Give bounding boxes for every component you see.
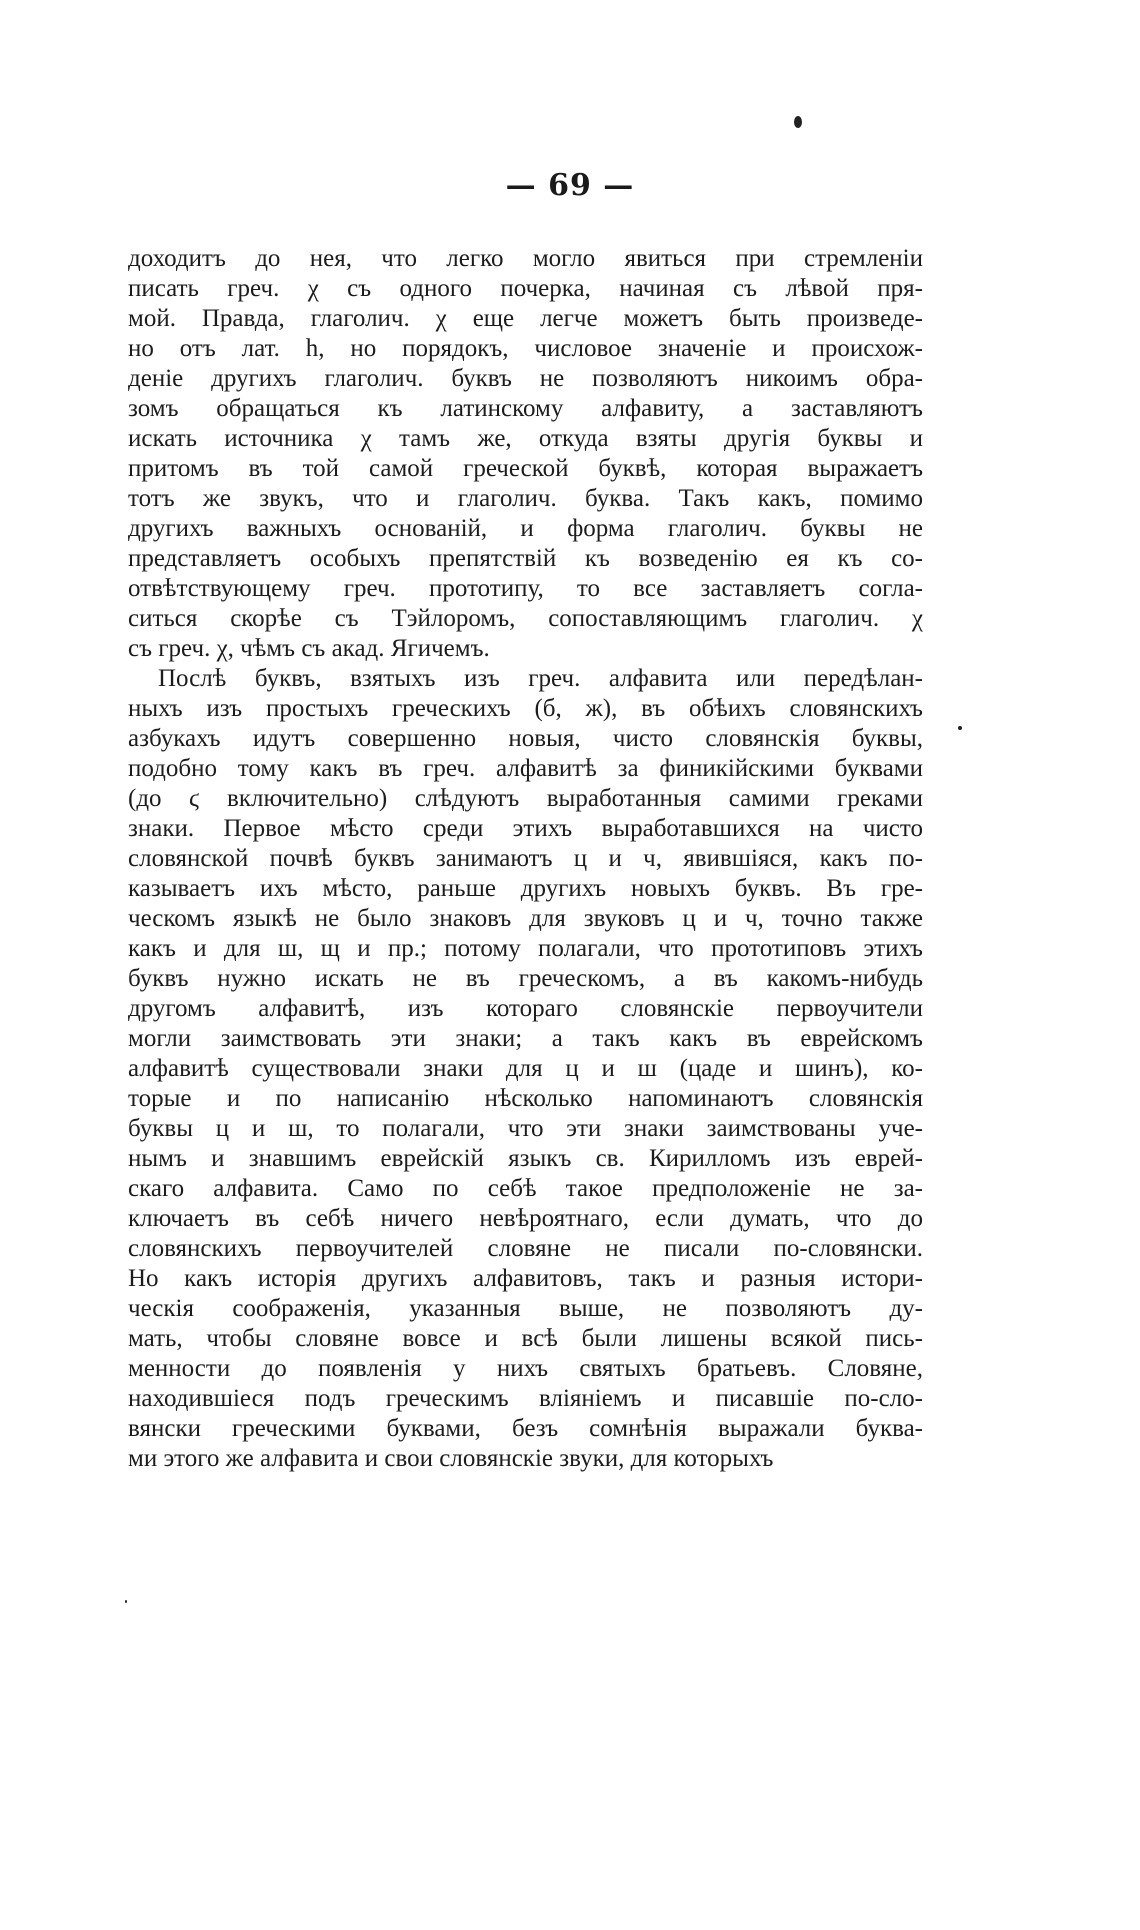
text-line: могли заимствовать эти знаки; а такъ какъ въ еврейскомъ: [128, 1025, 923, 1052]
text-line: доходитъ до нея, что легко могло явиться при стремленіи: [128, 245, 923, 272]
text-line: отвѣтствующему греч. прототипу, то все заставляетъ согла-: [128, 575, 923, 602]
text-line: подобно тому какъ въ греч. алфавитѣ за финикійскими буквами: [128, 755, 923, 782]
text-line: другихъ важныхъ основаній, и форма глаголич. буквы не: [128, 515, 923, 542]
text-line: зомъ обращаться къ латинскому алфавиту, а заставляютъ: [128, 395, 923, 422]
text-line: ключаетъ въ себѣ ничего невѣроятнаго, если думать, что до: [128, 1205, 923, 1232]
body-text: [128, 244, 923, 1474]
text-line: какъ и для ш, щ и пр.; потому полагали, что прототиповъ этихъ: [128, 935, 923, 962]
text-line: буквъ нужно искать не въ греческомъ, а въ какомъ-нибудь: [128, 965, 923, 992]
print-speck: [958, 726, 962, 730]
text-line: мать, чтобы словяне вовсе и всѣ были лишены всякой пись-: [128, 1325, 923, 1352]
paragraph: [128, 244, 923, 664]
text-line: мой. Правда, глаголич. χ еще легче можетъ быть произведе-: [128, 305, 923, 332]
text-line: словянской почвѣ буквъ занимаютъ ц и ч, явившіяся, какъ по-: [128, 845, 923, 872]
text-line: представляетъ особыхъ препятствій къ возведенію ея къ со-: [128, 545, 923, 572]
text-line: писать греч. χ съ одного почерка, начиная съ лѣвой пря-: [128, 275, 923, 302]
text-line: нымъ и знавшимъ еврейскій языкъ св. Кирилломъ изъ еврей-: [128, 1145, 923, 1172]
text-line: Но какъ исторія другихъ алфавитовъ, такъ и разныя истори-: [128, 1265, 923, 1292]
text-line: съ греч. χ, чѣмъ съ акад. Ягичемъ.: [128, 635, 490, 662]
text-line: торые и по написанію нѣсколько напоминаютъ словянскія: [128, 1085, 923, 1112]
text-line: притомъ въ той самой греческой буквѣ, которая выражаетъ: [128, 455, 923, 482]
text-line: вянски греческими буквами, безъ сомнѣнія выражали буква-: [128, 1415, 923, 1442]
text-line: знаки. Первое мѣсто среди этихъ выработавшихся на чисто: [128, 815, 923, 842]
text-line: казываетъ ихъ мѣсто, раньше другихъ новыхъ буквъ. Въ гре-: [128, 875, 923, 902]
text-line: ческія соображенія, указанныя выше, не позволяютъ ду-: [128, 1295, 923, 1322]
text-line: азбукахъ идутъ совершенно новыя, чисто словянскія буквы,: [128, 725, 923, 752]
text-line: менности до появленія у нихъ святыхъ братьевъ. Словяне,: [128, 1355, 923, 1382]
text-line: словянскихъ первоучителей словяне не писали по-словянски.: [128, 1235, 923, 1262]
text-line: алфавитѣ существовали знаки для ц и ш (цаде и шинъ), ко-: [128, 1055, 923, 1082]
text-line: Послѣ буквъ, взятыхъ изъ греч. алфавита или передѣлан-: [158, 665, 923, 692]
text-line: ныхъ изъ простыхъ греческихъ (б, ж), въ обѣихъ словянскихъ: [128, 695, 923, 722]
text-line: буквы ц и ш, то полагали, что эти знаки заимствованы уче-: [128, 1115, 923, 1142]
text-line: другомъ алфавитѣ, изъ котораго словянскіе первоучители: [128, 995, 923, 1022]
text-line: (до ϛ включительно) слѣдуютъ выработанныя самими греками: [128, 785, 923, 812]
text-line: искать источника χ тамъ же, откуда взяты другія буквы и: [128, 425, 923, 452]
text-line: ми этого же алфавита и свои словянскіе звуки, для которыхъ: [128, 1445, 774, 1472]
page-number: — 69 —: [505, 168, 635, 203]
paragraph: [128, 664, 923, 1474]
text-line: находившіеся подъ греческимъ вліяніемъ и писавшіе по-сло-: [128, 1385, 923, 1412]
print-speck: [794, 116, 802, 128]
print-speck: [125, 1600, 127, 1603]
text-line: ситься скорѣе съ Тэйлоромъ, сопоставляющимъ глаголич. χ: [128, 605, 923, 632]
text-line: скаго алфавита. Само по себѣ такое предположеніе не за-: [128, 1175, 923, 1202]
text-line: ческомъ языкѣ не было знаковъ для звуковъ ц и ч, точно также: [128, 905, 923, 932]
text-line: деніе другихъ глаголич. буквъ не позволяютъ никоимъ обра-: [128, 365, 923, 392]
text-line: но отъ лат. h, но порядокъ, числовое значеніе и происхож-: [128, 335, 923, 362]
text-line: тотъ же звукъ, что и глаголич. буква. Такъ какъ, помимо: [128, 485, 923, 512]
